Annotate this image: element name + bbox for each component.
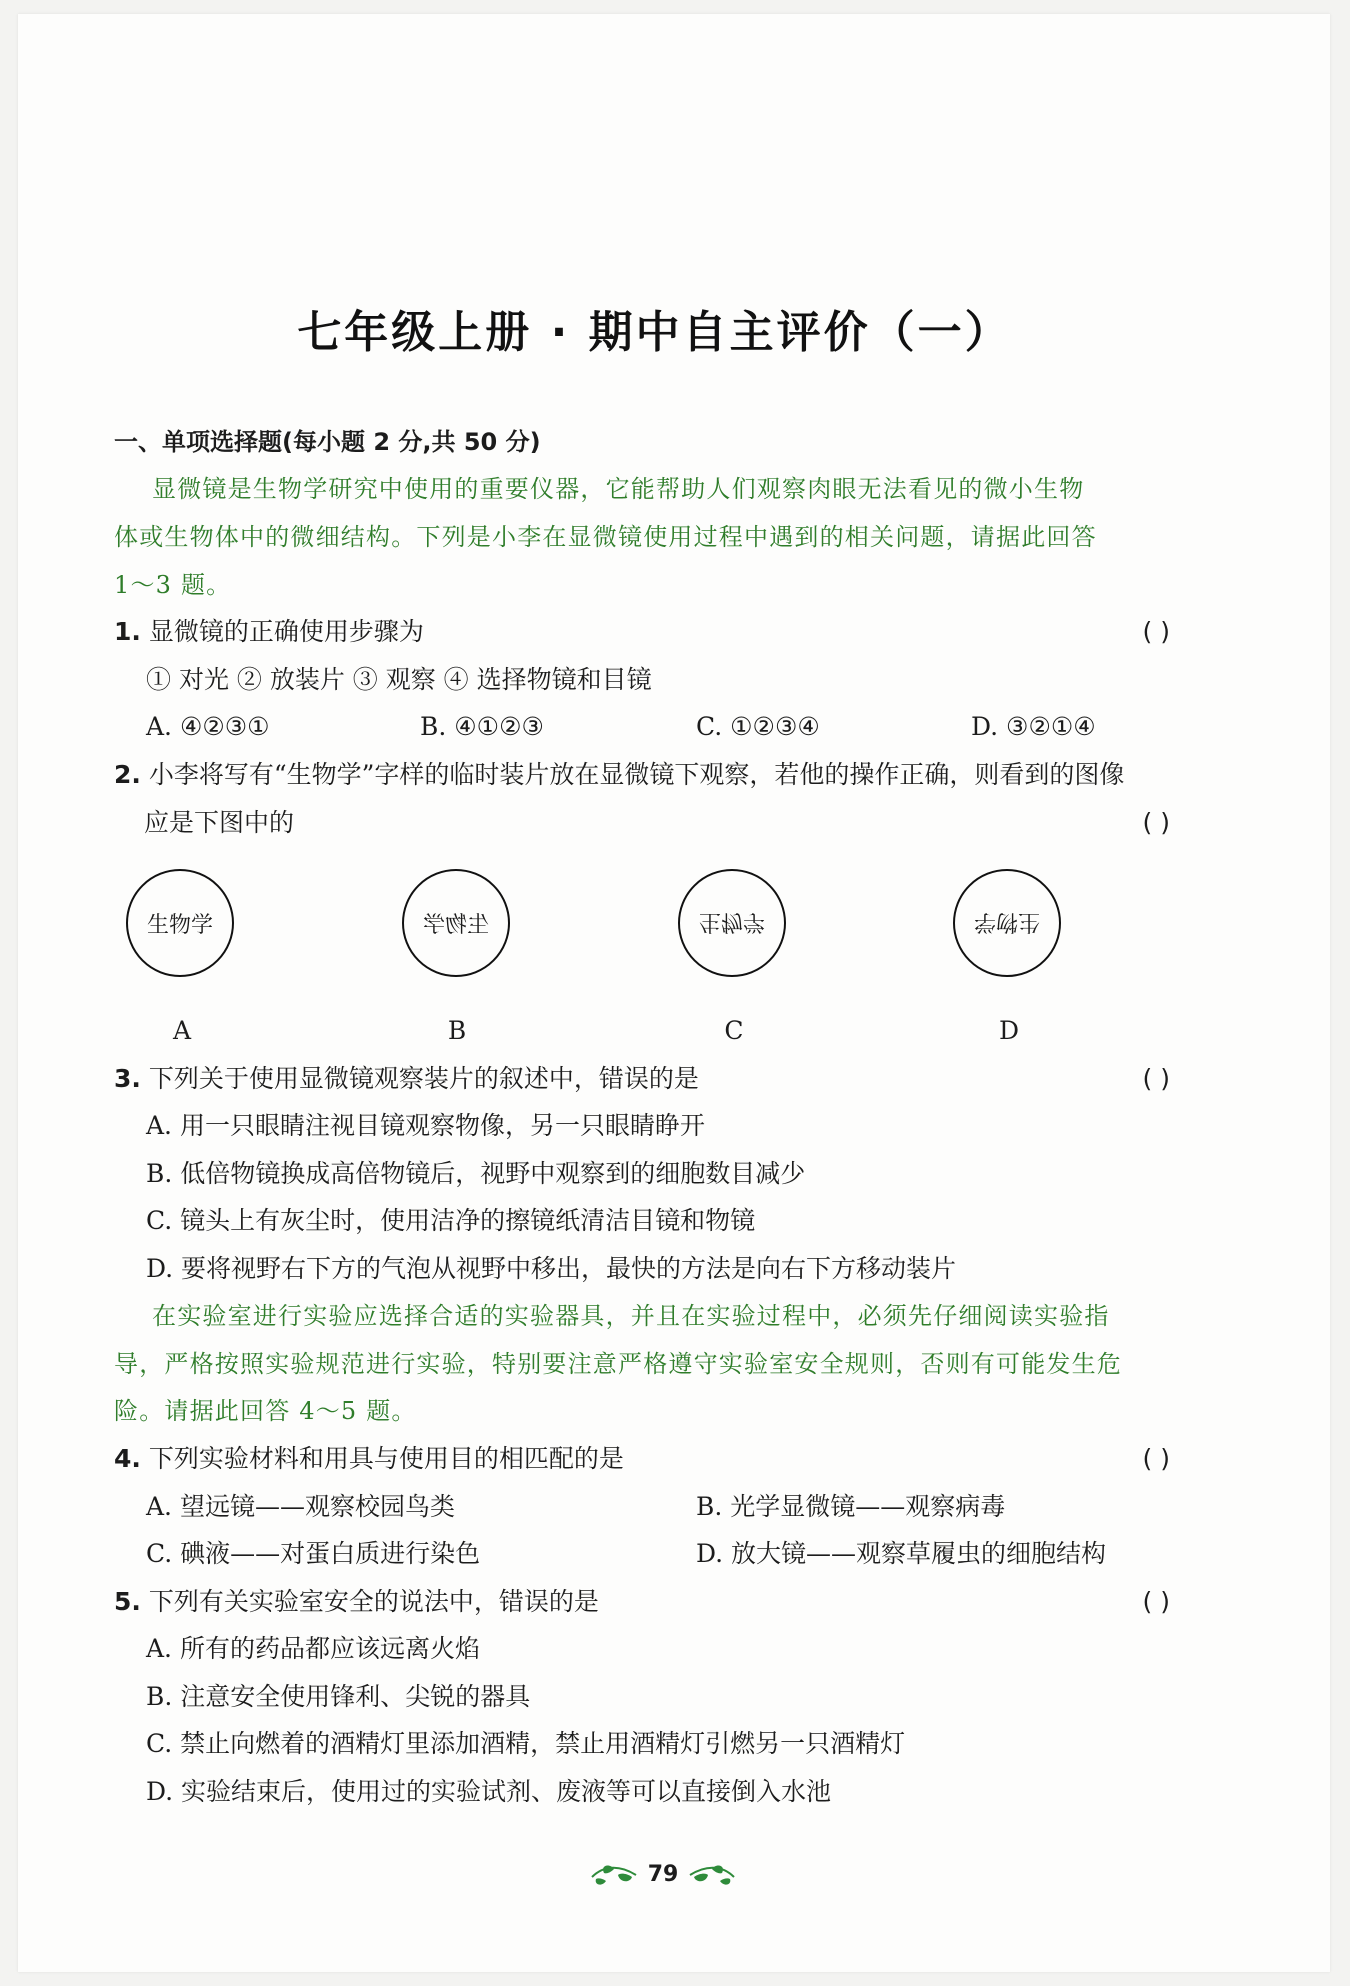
intro2-line-1: 在实验室进行实验应选择合适的实验器具，并且在实验过程中，必须先仔细阅读实验指 [152, 1302, 1110, 1330]
question-3 [114, 1064, 1214, 1094]
question-stem: 小李将写有“生物学”字样的临时装片放在显微镜下观察，若他的操作正确，则看到的图像 [148, 760, 1125, 789]
page [18, 14, 1330, 1972]
intro1-line-3: 1～3 题。 [114, 571, 232, 599]
leaf-left-icon [590, 1861, 640, 1887]
q3-option-c: C. 镜头上有灰尘时，使用洁净的擦镜纸清洁目镜和物镜 [146, 1206, 756, 1235]
answer-blank: ( ) [1142, 617, 1170, 646]
circle-text-flipped: 生物学 [698, 908, 765, 934]
question-number: 3. [114, 1064, 141, 1093]
figure-label-b: B [447, 1016, 467, 1045]
figure-circle-b [402, 869, 510, 977]
q3-option-a: A. 用一只眼睛注视目镜观察物像，另一只眼睛睁开 [146, 1111, 705, 1140]
answer-blank: ( ) [1142, 808, 1170, 837]
question-number: 4. [114, 1444, 141, 1473]
leaf-right-icon [686, 1861, 736, 1887]
intro1-line-2: 体或生物体中的微细结构。下列是小李在显微镜使用过程中遇到的相关问题，请据此回答 [114, 523, 1097, 551]
question-2 [114, 760, 1214, 790]
question-4 [114, 1444, 1214, 1474]
figure-circle-a [126, 869, 234, 977]
circle-text-rotated: 生物学 [973, 908, 1040, 934]
circle-text-mirrored: 生物学 [422, 912, 489, 938]
intro1-line-1: 显微镜是生物学研究中使用的重要仪器，它能帮助人们观察肉眼无法看见的微小生物 [152, 475, 1085, 503]
q5-option-d: D. 实验结束后，使用过的实验试剂、废液等可以直接倒入水池 [146, 1777, 832, 1806]
q1-steps: ① 对光 ② 放装片 ③ 观察 ④ 选择物镜和目镜 [146, 665, 652, 694]
question-stem: 下列有关实验室安全的说法中，错误的是 [148, 1587, 599, 1616]
answer-blank: ( ) [1142, 1587, 1170, 1616]
question-number: 5. [114, 1587, 141, 1616]
q3-option-d: D. 要将视野右下方的气泡从视野中移出，最快的方法是向右下方移动装片 [146, 1254, 957, 1283]
q1-option-b: B. ④①②③ [420, 712, 544, 741]
q4-option-b: B. 光学显微镜——观察病毒 [696, 1492, 1006, 1521]
question-number: 2. [114, 760, 141, 789]
question-stem: 下列关于使用显微镜观察装片的叙述中，错误的是 [148, 1064, 699, 1093]
figure-circle-d [953, 869, 1061, 977]
q4-option-c: C. 碘液——对蛋白质进行染色 [146, 1539, 481, 1568]
page-title: 七年级上册 · 期中自主评价（一） [297, 307, 1012, 358]
q4-option-d: D. 放大镜——观察草履虫的细胞结构 [696, 1539, 1107, 1568]
question-2-stem-cont: 应是下图中的 [144, 808, 295, 837]
question-number: 1. [114, 617, 141, 646]
q5-option-b: B. 注意安全使用锋利、尖锐的器具 [146, 1682, 531, 1711]
question-stem: 显微镜的正确使用步骤为 [148, 617, 424, 646]
figure-label-c: C [724, 1016, 744, 1045]
q5-option-a: A. 所有的药品都应该远离火焰 [146, 1634, 480, 1663]
q4-option-a: A. 望远镜——观察校园鸟类 [146, 1492, 455, 1521]
page-number: 79 [647, 1861, 679, 1887]
answer-blank: ( ) [1142, 1064, 1170, 1093]
figure-label-a: A [172, 1016, 192, 1045]
question-1 [114, 617, 1214, 647]
figure-label-d: D [998, 1016, 1020, 1045]
circle-text: 生物学 [146, 912, 213, 938]
page-footer [578, 1854, 748, 1894]
section-heading: 一、单项选择题(每小题 2 分,共 50 分) [114, 428, 541, 456]
intro2-line-2: 导，严格按照实验规范进行实验，特别要注意严格遵守实验室安全规则，否则有可能发生危 [114, 1350, 1122, 1378]
q1-option-a: A. ④②③① [146, 712, 270, 741]
question-stem: 下列实验材料和用具与使用目的相匹配的是 [148, 1444, 624, 1473]
answer-blank: ( ) [1142, 1444, 1170, 1473]
q1-option-d: D. ③②①④ [971, 712, 1096, 741]
q5-option-c: C. 禁止向燃着的酒精灯里添加酒精，禁止用酒精灯引燃另一只酒精灯 [146, 1729, 906, 1758]
q1-option-c: C. ①②③④ [696, 712, 820, 741]
intro2-line-3: 险。请据此回答 4～5 题。 [114, 1397, 417, 1425]
question-5 [114, 1587, 1214, 1617]
figure-circle-c [678, 869, 786, 977]
q3-option-b: B. 低倍物镜换成高倍物镜后，视野中观察到的细胞数目减少 [146, 1159, 806, 1188]
